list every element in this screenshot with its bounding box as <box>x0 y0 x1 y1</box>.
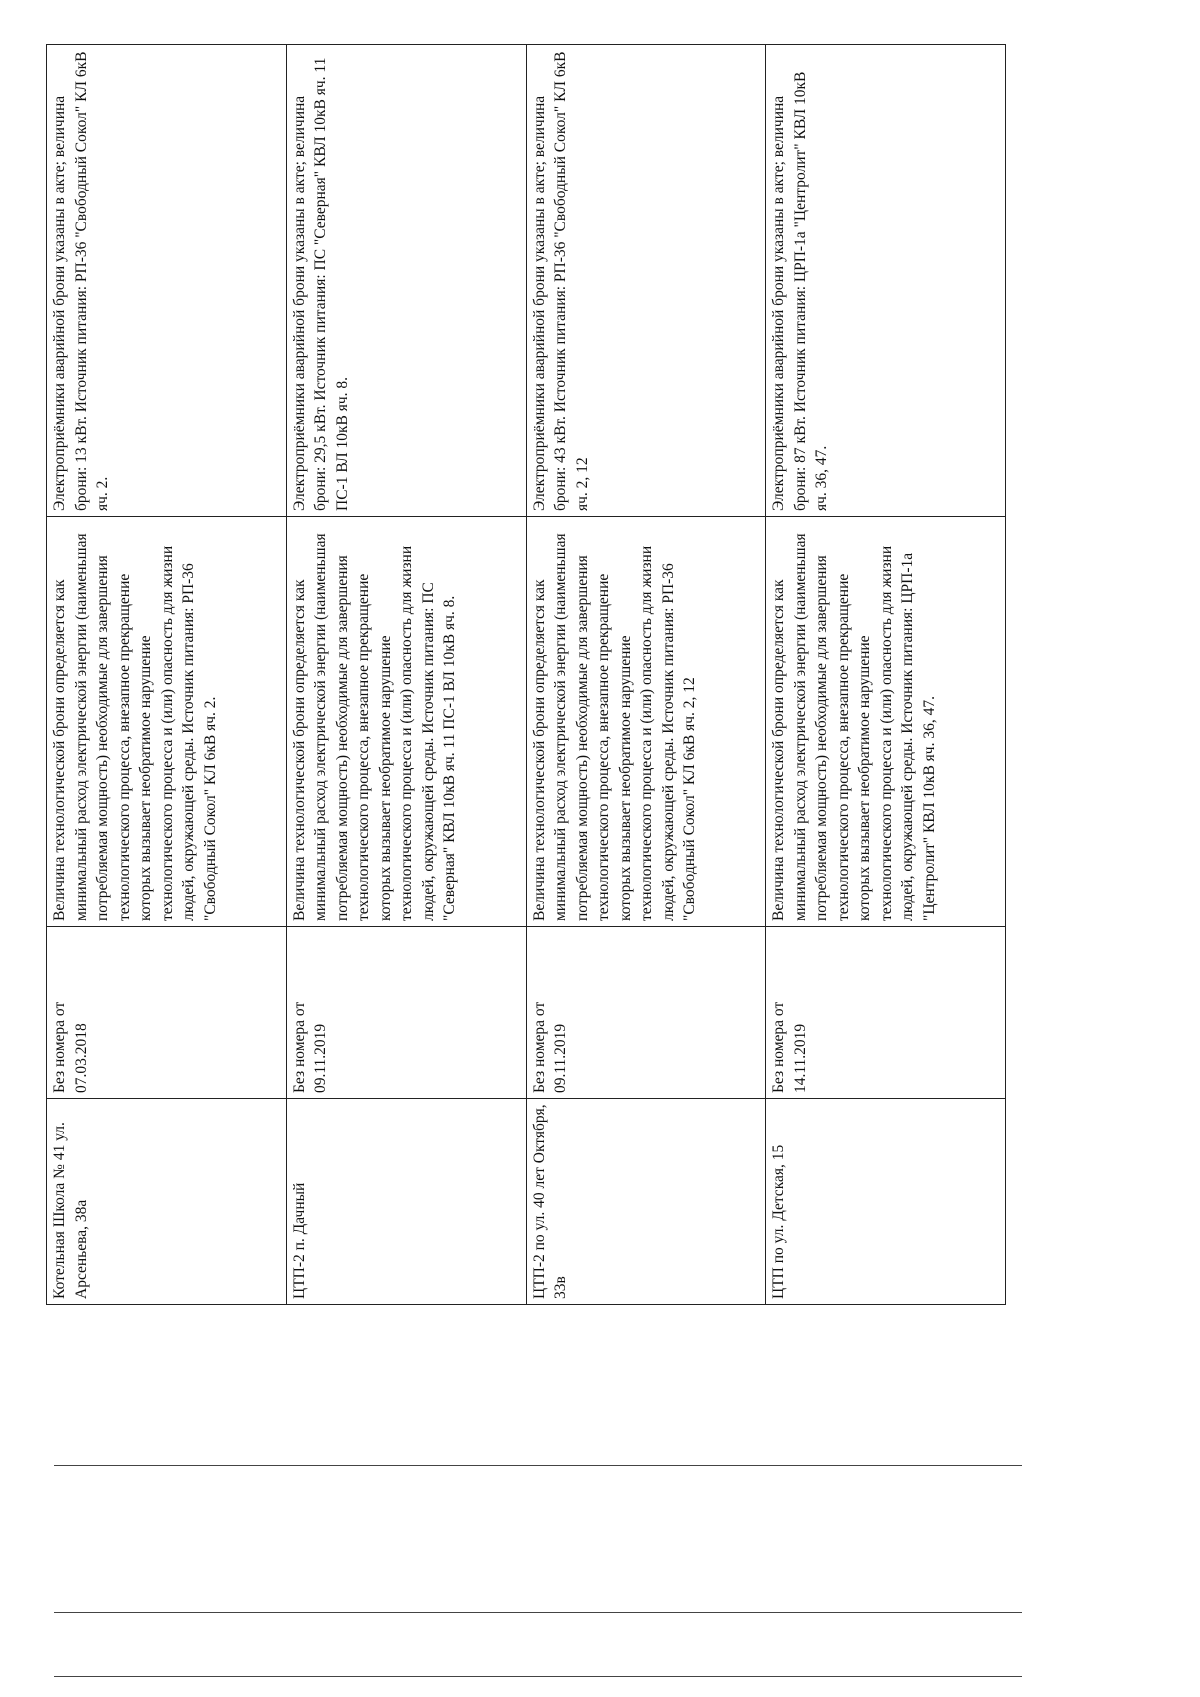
emergency-reserve-cell: Электроприёмники аварийной брони указаны в акте; величина брони: 13 кВт. Источник питания: РП-36 "Свободный Сокол" КЛ 6кВ яч. 2. <box>47 45 287 517</box>
table-row <box>286 45 526 1305</box>
emergency-reserve-cell: Электроприёмники аварийной брони указаны в акте; величина брони: 29,5 кВт. Источник питания: ПС "Северная" КВЛ 10кВ яч. 11 ПС-1 ВЛ 10кВ яч. 8. <box>286 45 526 517</box>
rotated-table-wrapper <box>46 45 1006 1305</box>
document-cell: Без номера от 09.11.2019 <box>526 927 766 1099</box>
document-cell: Без номера от 07.03.2018 <box>47 927 287 1099</box>
technological-reserve-cell: Величина технологической брони определяется как минимальный расход электрической энергии (наименьшая потребляемая мощность) необходимые для завершения технологического процесса, внезапное прекращение которых вызывает необратимое нарушение технологического процесса и (или) опасность для жизни людей, окружающей среды. Источник питания: ЦРП-1а "Центролит" КВЛ 10кВ яч. 36, 47. <box>766 517 1006 927</box>
reservation-table <box>46 44 1006 1305</box>
emergency-reserve-cell: Электроприёмники аварийной брони указаны в акте; величина брони: 43 кВт. Источник питания: РП-36 "Свободный Сокол" КЛ 6кВ яч. 2, 12 <box>526 45 766 517</box>
object-cell: ЦТП по ул. Детская, 15 <box>766 1099 1006 1305</box>
technological-reserve-cell: Величина технологической брони определяется как минимальный расход электрической энергии (наименьшая потребляемая мощность) необходимые для завершения технологического процесса, внезапное прекращение которых вызывает необратимое нарушение технологического процесса и (или) опасность для жизни людей, окружающей среды. Источник питания: РП-36 "Свободный Сокол" КЛ 6кВ яч. 2, 12 <box>526 517 766 927</box>
emergency-reserve-cell: Электроприёмники аварийной брони указаны в акте; величина брони: 87 кВт. Источник питания: ЦРП-1а "Центролит" КВЛ 10кВ яч. 36, 47. <box>766 45 1006 517</box>
signature-line <box>54 1465 1022 1466</box>
document-cell: Без номера от 09.11.2019 <box>286 927 526 1099</box>
signature-line <box>54 1676 1022 1677</box>
technological-reserve-cell: Величина технологической брони определяется как минимальный расход электрической энергии (наименьшая потребляемая мощность) необходимые для завершения технологического процесса, внезапное прекращение которых вызывает необратимое нарушение технологического процесса и (или) опасность для жизни людей, окружающей среды. Источник питания: ПС "Северная" КВЛ 10кВ яч. 11 ПС-1 ВЛ 10кВ яч. 8. <box>286 517 526 927</box>
object-cell: Котельная Школа № 41 ул. Арсеньева, 38а <box>47 1099 287 1305</box>
technological-reserve-cell: Величина технологической брони определяется как минимальный расход электрической энергии (наименьшая потребляемая мощность) необходимые для завершения технологического процесса, внезапное прекращение которых вызывает необратимое нарушение технологического процесса и (или) опасность для жизни людей, окружающей среды. Источник питания: РП-36 "Свободный Сокол" КЛ 6кВ яч. 2. <box>47 517 287 927</box>
object-cell: ЦТП-2 п. Дачный <box>286 1099 526 1305</box>
object-cell: ЦТП-2 по ул. 40 лет Октября, 33в <box>526 1099 766 1305</box>
document-cell: Без номера от 14.11.2019 <box>766 927 1006 1099</box>
signature-line <box>54 1612 1022 1613</box>
table-row <box>766 45 1006 1305</box>
table-row <box>47 45 287 1305</box>
table-row <box>526 45 766 1305</box>
